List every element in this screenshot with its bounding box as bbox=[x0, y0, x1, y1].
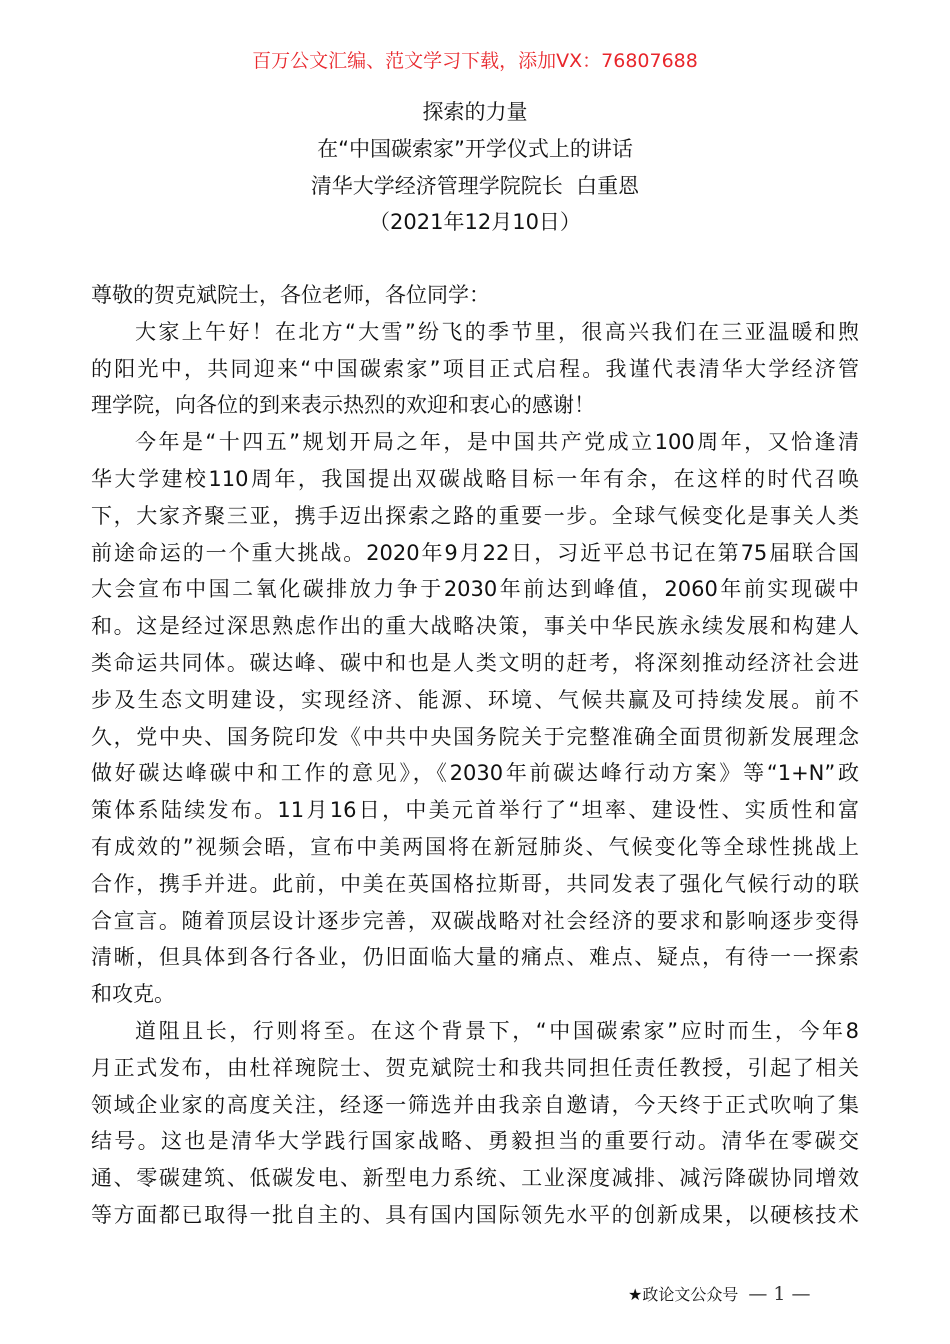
watermark-banner: 百万公文汇编、范文学习下载，添加VX：76807688 bbox=[252, 50, 698, 72]
text-line: 领域企业家的高度关注，经逐一筛选并由我亲自邀请，今天终于正式吹响了集 bbox=[91, 1092, 859, 1117]
text-line: 久，党中央、国务院印发《中共中央国务院关于完整准确全面贯彻新发展理念 bbox=[91, 724, 859, 749]
document-title: 探索的力量 bbox=[422, 100, 528, 124]
document-author: 清华大学经济管理学院院长 白重恩 bbox=[310, 174, 640, 198]
text-line: 类命运共同体。碳达峰、碳中和也是人类文明的赶考，将深刻推动经济社会进 bbox=[91, 650, 859, 675]
footer-source: ★政论文公众号 bbox=[628, 1285, 739, 1304]
text-line: 通、零碳建筑、低碳发电、新型电力系统、工业深度减排、减污降碳协同增效 bbox=[91, 1166, 859, 1191]
text-line: 做好碳达峰碳中和工作的意见》，《2030年前碳达峰行动方案》等“1+N”政 bbox=[91, 761, 859, 786]
text-line: 大家上午好！在北方“大雪”纷飞的季节里，很高兴我们在三亚温暖和煦 bbox=[135, 319, 859, 344]
paragraph bbox=[91, 424, 859, 1013]
text-line: 前途命运的一个重大挑战。2020年9月22日，习近平总书记在第75届联合国 bbox=[91, 540, 859, 565]
text-line: 理学院，向各位的到来表示热烈的欢迎和衷心的感谢！ bbox=[91, 393, 595, 418]
text-line: 合宣言。随着顶层设计逐步完善，双碳战略对社会经济的要求和影响逐步变得 bbox=[91, 908, 859, 933]
text-line: 道阻且长，行则将至。在这个背景下，“中国碳索家”应时而生，今年8 bbox=[135, 1018, 859, 1043]
text-line: 月正式发布，由杜祥琬院士、贺克斌院士和我共同担任责任教授，引起了相关 bbox=[91, 1055, 859, 1080]
text-line: 和攻克。 bbox=[91, 982, 175, 1007]
page-number: — 1 — bbox=[748, 1282, 811, 1305]
text-line: 今年是“十四五”规划开局之年，是中国共产党成立100周年，又恰逢清 bbox=[135, 430, 859, 455]
paragraph bbox=[91, 1013, 859, 1234]
text-line: 华大学建校110周年，我国提出双碳战略目标一年有余，在这样的时代召唤 bbox=[91, 466, 859, 491]
document-date: （2021年12月10日） bbox=[369, 210, 581, 234]
document-subtitle: 在“中国碳索家”开学仪式上的讲话 bbox=[317, 137, 633, 161]
text-line: 结号。这也是清华大学践行国家战略、勇毅担当的重要行动。清华在零碳交 bbox=[91, 1129, 859, 1154]
text-line: 清晰，但具体到各行各业，仍旧面临大量的痛点、难点、疑点，有待一一探索 bbox=[91, 945, 859, 970]
paragraph bbox=[91, 314, 859, 424]
text-line: 尊敬的贺克斌院士，各位老师，各位同学： bbox=[91, 283, 490, 307]
text-line: 合作，携手并进。此前，中美在英国格拉斯哥，共同发表了强化气候行动的联 bbox=[91, 871, 859, 896]
text-line: 大会宣布中国二氧化碳排放力争于2030年前达到峰值，2060年前实现碳中 bbox=[91, 577, 859, 602]
page-footer bbox=[628, 1282, 811, 1305]
text-line: 和。这是经过深思熟虑作出的重大战略决策，事关中华民族永续发展和构建人 bbox=[91, 614, 859, 639]
text-line: 等方面都已取得一批自主的、具有国内国际领先水平的创新成果，以硬核技术 bbox=[91, 1202, 859, 1227]
text-line: 有成效的”视频会晤，宣布中美两国将在新冠肺炎、气候变化等全球性挑战上 bbox=[91, 834, 859, 859]
text-line: 策体系陆续发布。11月16日，中美元首举行了“坦率、建设性、实质性和富 bbox=[91, 798, 859, 823]
text-line: 的阳光中，共同迎来“中国碳索家”项目正式启程。我谨代表清华大学经济管 bbox=[91, 356, 859, 381]
document-body bbox=[91, 277, 859, 1234]
paragraph bbox=[91, 277, 859, 314]
text-line: 下，大家齐聚三亚，携手迈出探索之路的重要一步。全球气候变化是事关人类 bbox=[91, 503, 859, 528]
text-line: 步及生态文明建设，实现经济、能源、环境、气候共赢及可持续发展。前不 bbox=[91, 687, 859, 712]
